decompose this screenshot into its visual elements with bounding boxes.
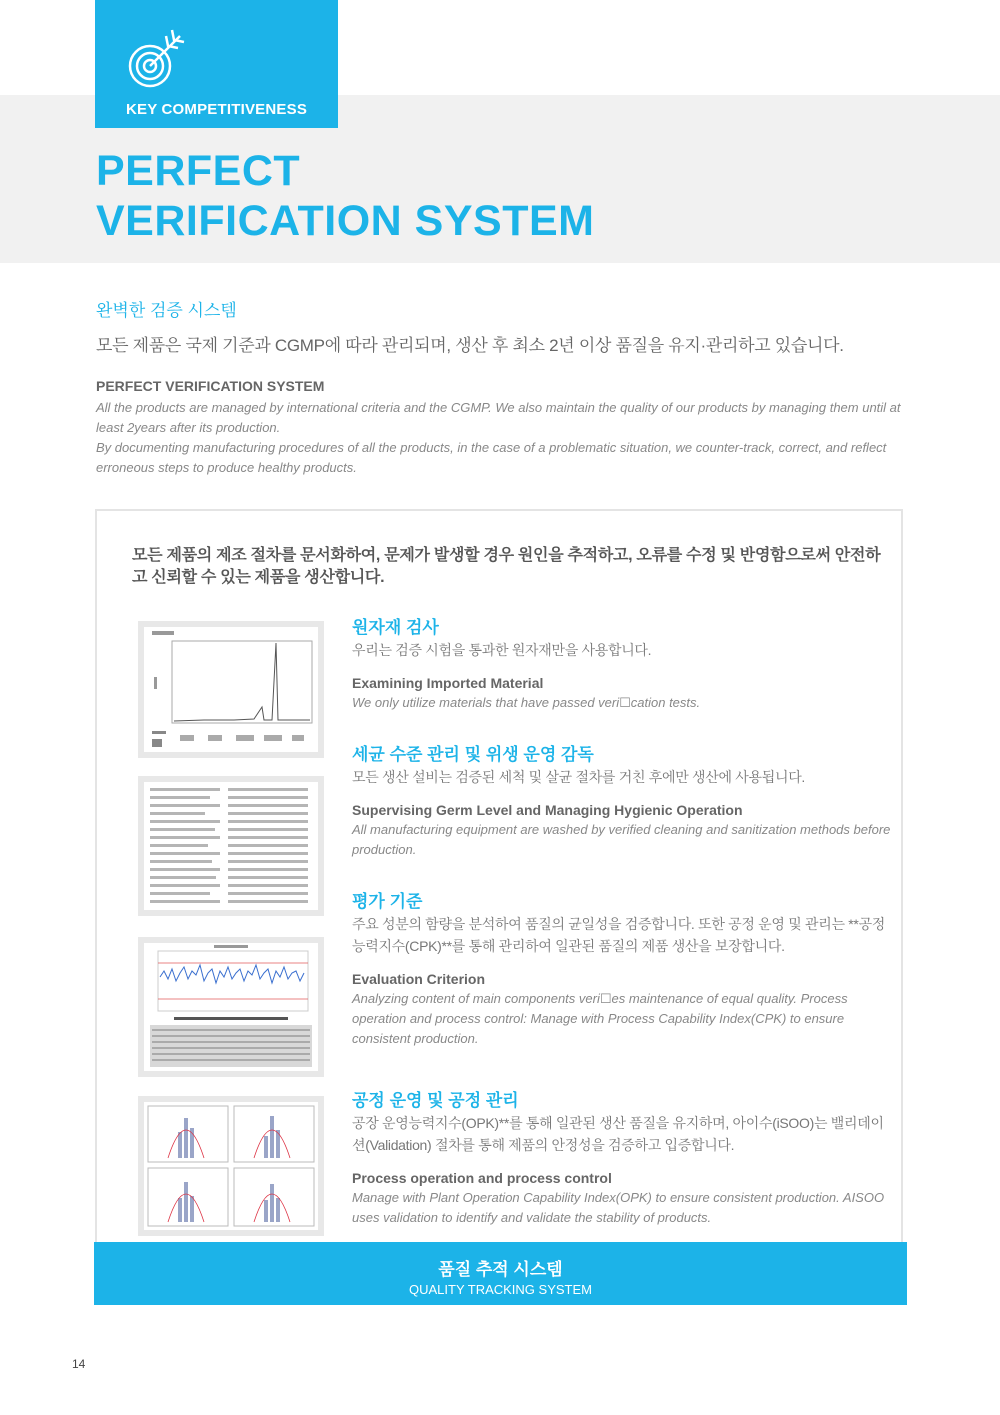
item-en-title: Supervising Germ Level and Managing Hygienic Operation (352, 802, 743, 818)
target-arrow-icon (122, 26, 190, 92)
control-chart-image (138, 937, 324, 1077)
item-ko-body: 모든 생산 설비는 검증된 세척 및 살균 절차를 거친 후에만 생산에 사용됩니다. (352, 769, 806, 785)
hygiene-table-graphic (144, 782, 318, 910)
title-line-1: PERFECT (96, 147, 301, 195)
box-lead-text: 모든 제품의 제조 절차를 문서화하여, 문제가 발생할 경우 원인을 추적하고, 오류를 수정 및 반영함으로써 안전하고 신뢰할 수 있는 제품을 생산합니다. (132, 547, 881, 586)
intro-en-paragraph-1: All the products are managed by international criteria and the CGMP. We also maintain the quality of our products by managing them until at least 2years after its production. (96, 400, 901, 435)
histogram-graphic (144, 1102, 318, 1230)
item-ko-body: 주요 성분의 함량을 분석하여 품질의 균일성을 검증합니다. 또한 공정 운영 및 관리는 **공정능력지수(CPK)**를 통해 관리하여 일관된 품질의 제품 생산을 보장합니다. (352, 916, 886, 954)
page-title (96, 146, 594, 246)
item-en-title: Examining Imported Material (352, 675, 544, 691)
chromatogram-graphic (144, 627, 318, 752)
badge-label: KEY COMPETITIVENESS (125, 101, 308, 118)
item-en-body: Manage with Plant Operation Capability Index(OPK) to ensure consistent production. AISOO uses validation to identify and validate the stability of products. (352, 1190, 885, 1225)
item-ko-title: 세균 수준 관리 및 위생 운영 감독 (352, 745, 594, 764)
item-ko-body: 우리는 검증 시험을 통과한 원자재만을 사용합니다. (352, 642, 652, 658)
banner-en-title: QUALITY TRACKING SYSTEM (408, 1282, 592, 1297)
item-ko-title: 평가 기준 (352, 892, 423, 911)
item-raw-material (352, 617, 892, 713)
control-chart-graphic (144, 943, 318, 1071)
item-process-control (352, 1090, 892, 1228)
intro-en-paragraph-2: By documenting manufacturing procedures of all the products, in the case of a problematic situation, we counter-track, correct, and reflect erroneous steps to produce healthy products. (96, 440, 887, 475)
item-en-title: Process operation and process control (352, 1170, 612, 1186)
page-number: 14 (72, 1357, 86, 1371)
intro-ko-title: 완벽한 검증 시스템 (96, 301, 237, 320)
item-en-title: Evaluation Criterion (352, 971, 486, 987)
intro-en-title: PERFECT VERIFICATION SYSTEM (96, 378, 325, 394)
histogram-image (138, 1096, 324, 1236)
banner-ko-title: 품질 추적 시스템 (438, 1260, 563, 1279)
hygiene-table-image (138, 776, 324, 916)
item-evaluation (352, 891, 892, 1049)
quality-tracking-banner (94, 1242, 907, 1305)
item-en-body: Analyzing content of main components veri☐es maintenance of equal quality. Process operation and process control: Manage with Process Capability Index(CPK) to ensure consistent production. (352, 991, 848, 1046)
item-en-body: We only utilize materials that have passed veri☐cation tests. (352, 695, 701, 710)
section-badge (95, 0, 338, 128)
item-germ-control (352, 744, 892, 860)
chromatogram-image (138, 621, 324, 758)
title-line-2: VERIFICATION SYSTEM (96, 197, 595, 245)
item-ko-title: 공정 운영 및 공정 관리 (352, 1091, 519, 1110)
intro-en-body (96, 398, 916, 478)
item-ko-body: 공장 운영능력지수(OPK)**를 통해 일관된 생산 품질을 유지하며, 아이수(iSOO)는 밸리데이션(Validation) 절차를 통해 제품의 안정성을 검증하고 입증합니다. (352, 1115, 884, 1153)
item-en-body: All manufacturing equipment are washed by verified cleaning and sanitization methods before production. (352, 822, 891, 857)
intro-ko-body: 모든 제품은 국제 기준과 CGMP에 따라 관리되며, 생산 후 최소 2년 이상 품질을 유지·관리하고 있습니다. (96, 336, 844, 355)
item-ko-title: 원자재 검사 (352, 618, 439, 637)
